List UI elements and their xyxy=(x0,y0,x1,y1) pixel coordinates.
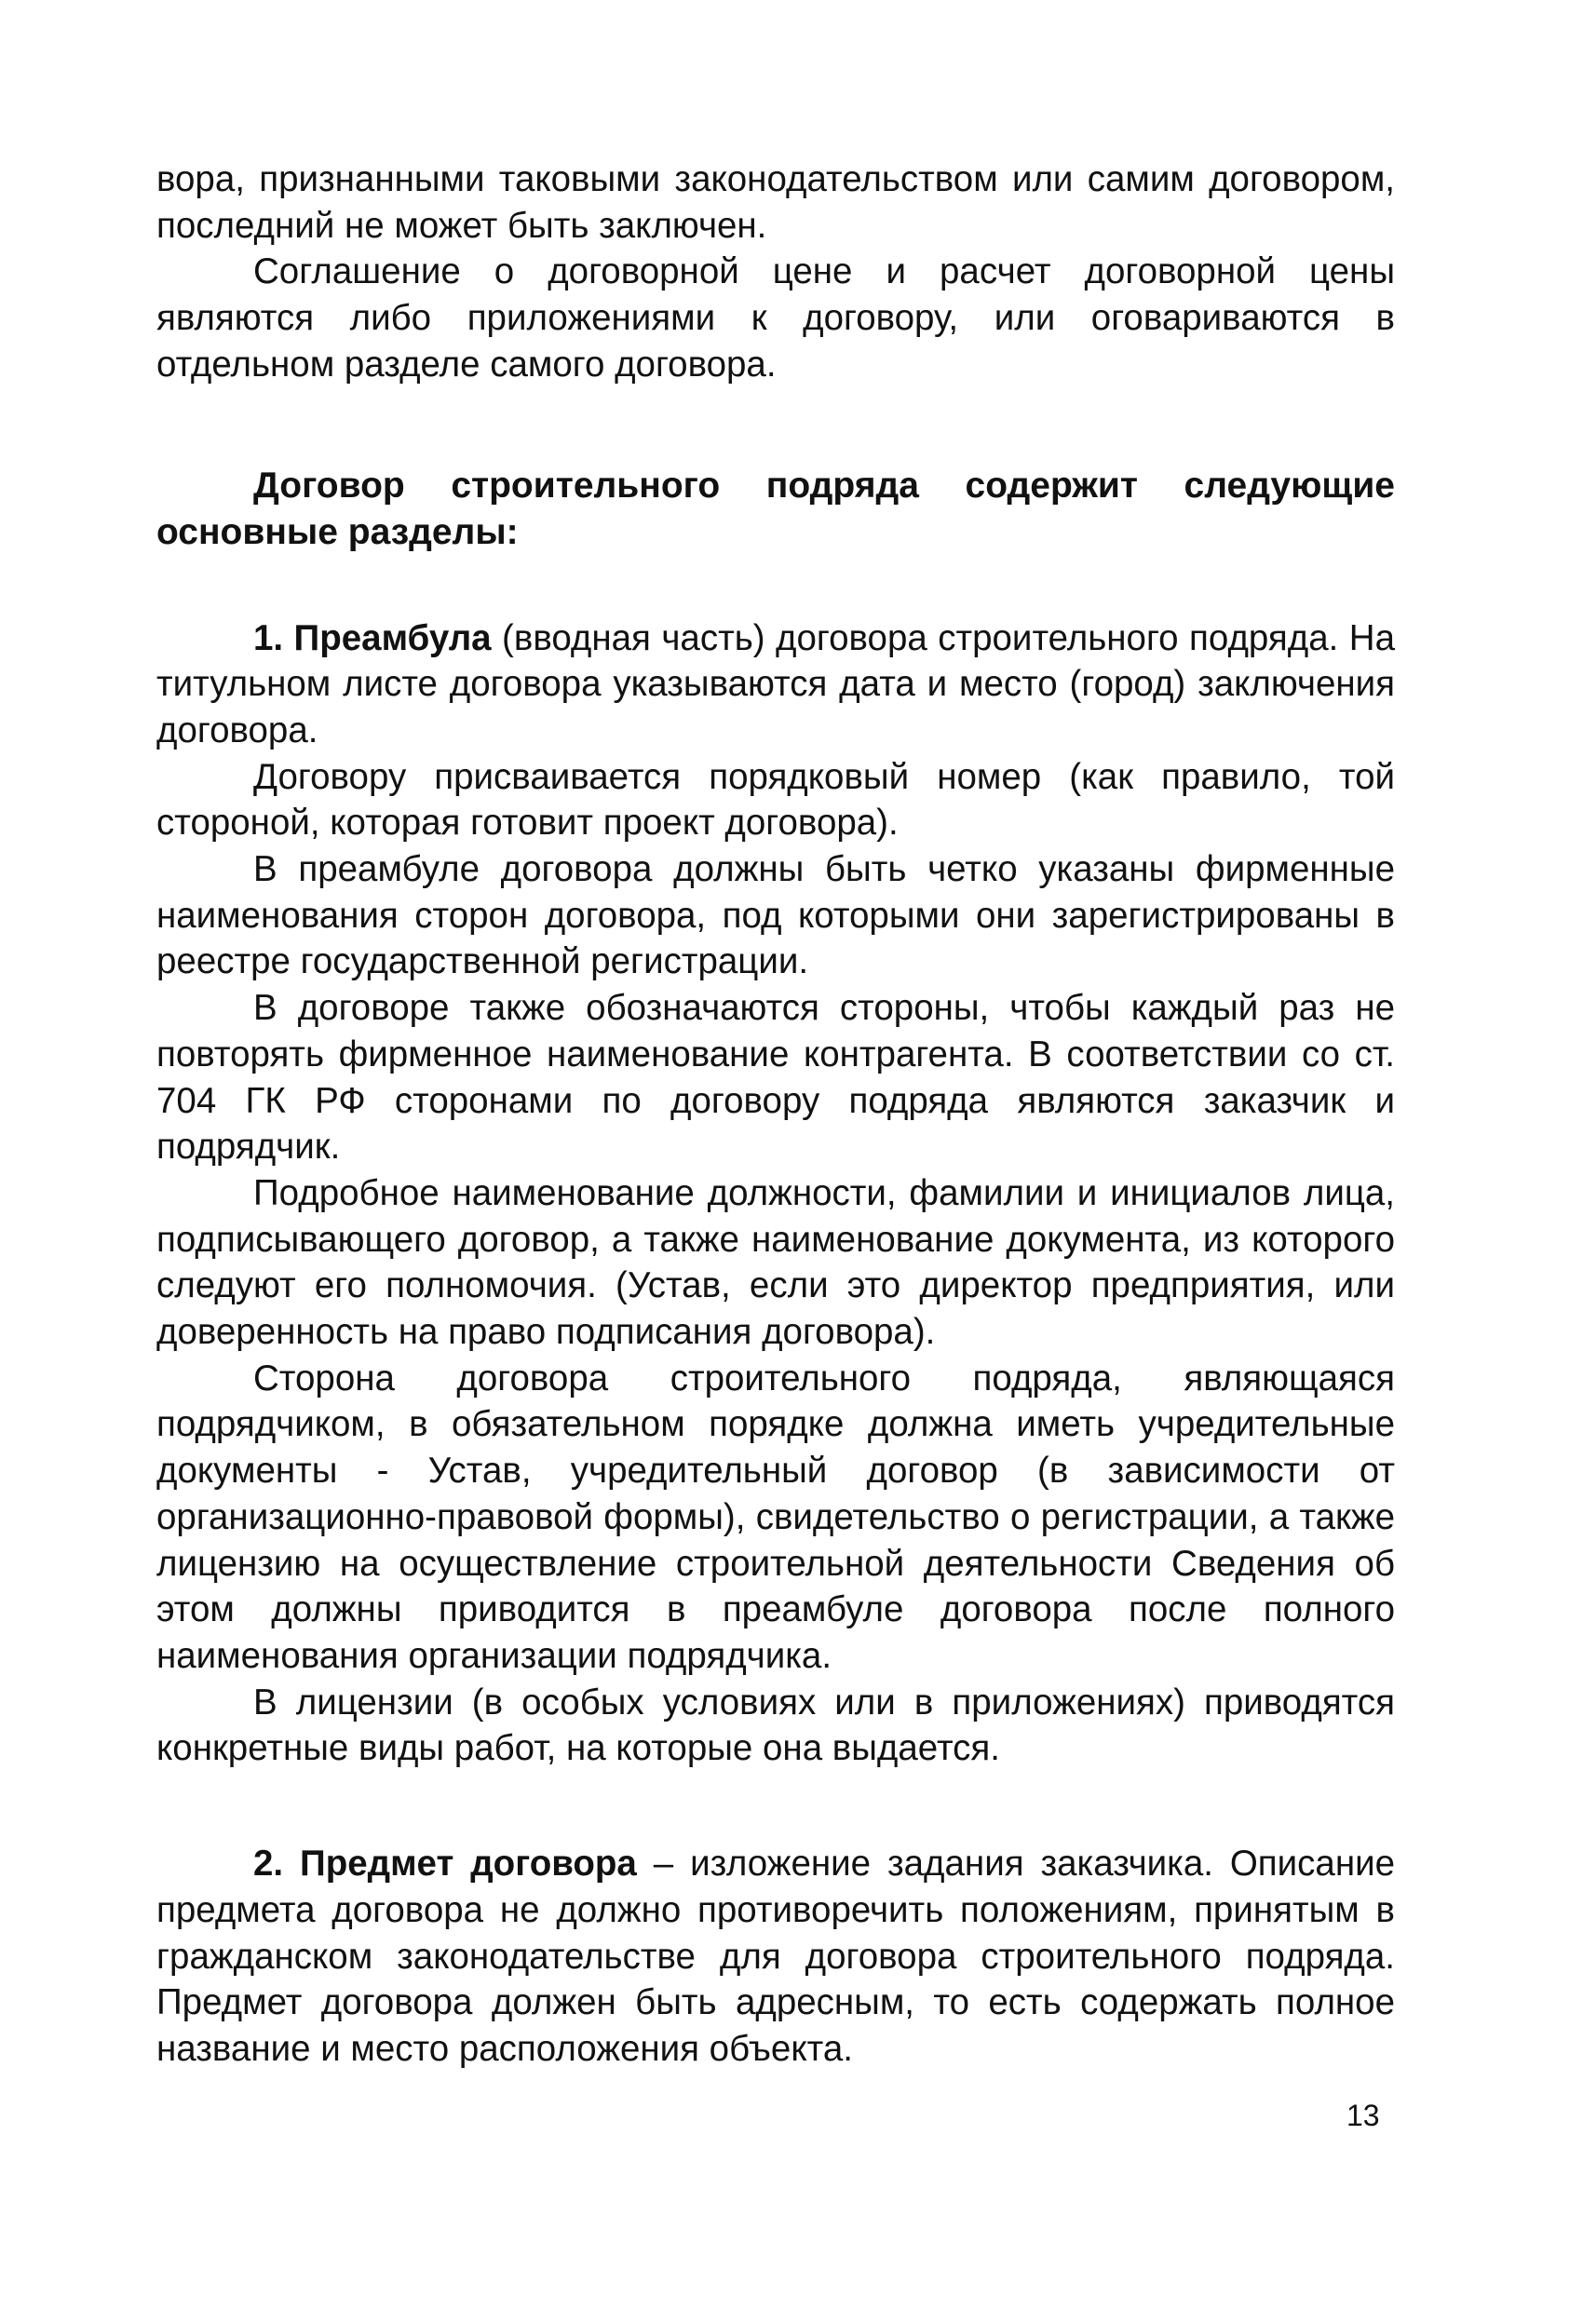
page-body xyxy=(156,156,1395,2073)
section-1-paragraph: Договору присваивается порядковый номер (как правило, той стороной, которая готовит проект договора). xyxy=(156,756,1395,844)
price-agreement-paragraph: Соглашение о договорной цене и расчет договорной цены являются либо приложениями к договору, или оговариваются в отдельном разделе самого договора. xyxy=(156,251,1395,385)
section-2-intro: – изложение задания заказчика. Описание предмета договора не должно противоречить положениям, принятым в гражданском законодательстве для договора строительного подряда. Предмет договора должен быть адресным, то есть содержать полное название и место расположения объекта. xyxy=(156,1844,1396,2069)
section-1-paragraph: В договоре также обозначаются стороны, чтобы каждый раз не повторять фирменное наименование контрагента. В соответствии со ст. 704 ГК РФ сторонами по договору подряда являются заказчик и подрядчик. xyxy=(156,988,1395,1168)
sections-heading: Договор строительного подряда содержит следующие основные разделы: xyxy=(156,465,1395,552)
section-1-paragraph: Подробное наименование должности, фамилии и инициалов лица, подписывающего договор, а также наименование документа, из которого следуют его полномочия. (Устав, если это директор предприятия, или доверенность на право подписания договора). xyxy=(156,1172,1395,1353)
section-1-paragraph: Сторона договора строительного подряда, являющаяся подрядчиком, в обязательном порядке должна иметь учредительные документы - Устав, учредительный договор (в зависимости от организационно-правовой формы), свидетельство о регистрации, а также лицензию на осуществление строительной деятельности Сведения об этом должны приводится в преамбуле договора после полного наименования организации подрядчика. xyxy=(156,1358,1395,1676)
section-1-intro: (вводная часть) договора строительного подряда. На титульном листе договора указываются дата и место (город) заключения договора. xyxy=(156,617,1395,750)
section-1-preamble xyxy=(156,615,1395,754)
section-2-title: 2. Предмет договора xyxy=(253,1844,637,1885)
section-2-subject xyxy=(156,1841,1395,2073)
continuation-paragraph: вора, признанными таковыми законодательством или самим договором, последний не может быть заключен. xyxy=(156,159,1395,246)
section-1-paragraph: В лицензии (в особых условиях или в приложениях) приводятся конкретные виды работ, на которые она выдается. xyxy=(156,1682,1395,1769)
section-1-title: 1. Преамбула xyxy=(253,617,492,658)
page-number: 13 xyxy=(1346,2099,1380,2132)
section-1-paragraph: В преамбуле договора должны быть четко указаны фирменные наименования сторон договора, под которыми они зарегистрированы в реестре государственной регистрации. xyxy=(156,849,1395,982)
